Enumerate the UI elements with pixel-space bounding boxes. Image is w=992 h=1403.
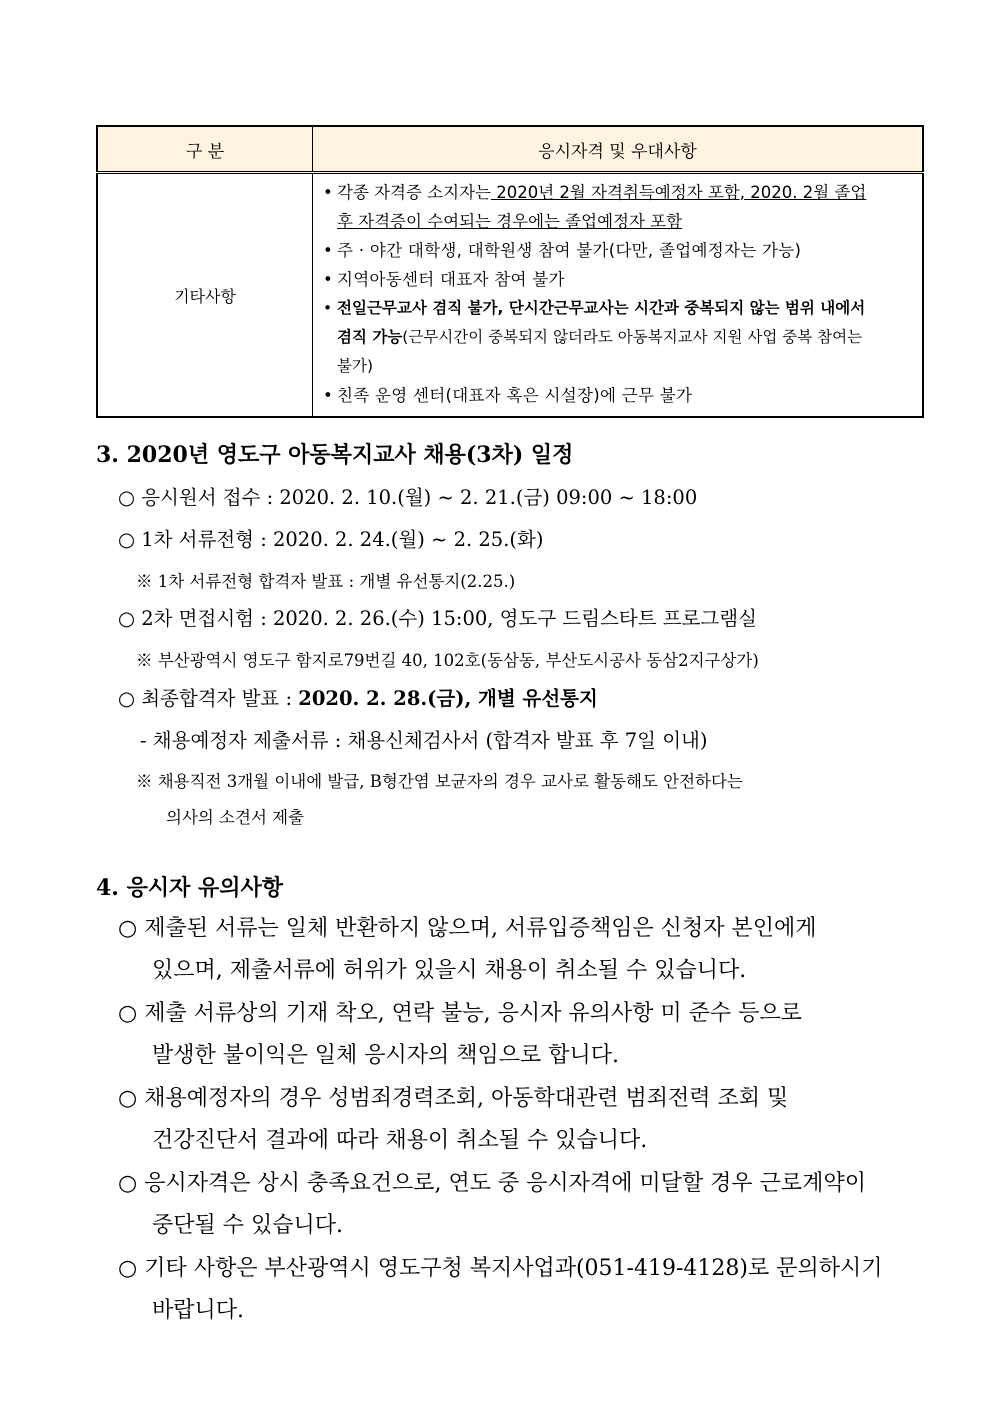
qualification-list <box>319 178 908 410</box>
list-item: • 전일근무교사 겸직 불가, 단시간근무교사는 시간과 중복되지 않는 범위 내에서 겸직 가능(근무시간이 중복되지 않더라도 아동복지교사 지원 사업 중복 참여는 불가) <box>319 294 908 381</box>
required-documents: - 채용예정자 제출서류 : 채용신체검사서 (합격자 발표 후 7일 이내) <box>140 729 708 752</box>
header-qualification: 응시자격 및 우대사항 <box>313 126 924 173</box>
schedule-interview: ○ 2차 면접시험 : 2020. 2. 26.(수) 15:00, 영도구 드림스타트 프로그램실 <box>118 607 757 630</box>
section4-title: 4. 응시자 유의사항 <box>96 875 284 901</box>
note-health-certificate: ※ 채용직전 3개월 이내에 발급, B형간염 보균자의 경우 교사로 활동해도 안전하다는 <box>136 772 743 791</box>
row-category: 기타사항 <box>97 173 313 418</box>
header-category: 구 분 <box>97 126 313 173</box>
qualification-table <box>96 125 924 418</box>
note-health-certificate-cont: 의사의 소견서 제출 <box>166 808 305 827</box>
caution-item: ○ 제출된 서류는 일체 반환하지 않으며, 서류입증책임은 신청자 본인에게 있으며, 제출서류에 허위가 있을시 채용이 취소될 수 있습니다. <box>118 916 817 983</box>
list-item: • 친족 운영 센터(대표자 혹은 시설장)에 근무 불가 <box>319 381 908 410</box>
schedule-document-screening: ○ 1차 서류전형 : 2020. 2. 24.(월) ~ 2. 25.(화) <box>118 528 544 551</box>
note-document-result: ※ 1차 서류전형 합격자 발표 : 개별 유선통지(2.25.) <box>136 572 516 591</box>
row-content <box>313 173 924 418</box>
list-item: • 지역아동센터 대표자 참여 불가 <box>319 265 908 294</box>
caution-item: ○ 제출 서류상의 기재 착오, 연락 불능, 응시자 유의사항 미 준수 등으로 발생한 불이익은 일체 응시자의 책임으로 합니다. <box>118 1001 802 1068</box>
caution-item: ○ 기타 사항은 부산광역시 영도구청 복지사업과(051-419-4128)로 문의하시기 바랍니다. <box>118 1256 883 1323</box>
list-item: • 주 · 야간 대학생, 대학원생 참여 불가(다만, 졸업예정자는 가능) <box>319 236 908 265</box>
list-item: • 각종 자격증 소지자는 2020년 2월 자격취득예정자 포함, 2020. 2월 졸업 후 자격증이 수여되는 경우에는 졸업예정자 포함 <box>319 178 908 236</box>
schedule-application: ○ 응시원서 접수 : 2020. 2. 10.(월) ~ 2. 21.(금) 09:00 ~ 18:00 <box>118 486 698 509</box>
schedule-final-announcement: ○ 최종합격자 발표 : 2020. 2. 28.(금), 개별 유선통지 <box>118 687 598 710</box>
section3-title: 3. 2020년 영도구 아동복지교사 채용(3차) 일정 <box>96 442 574 468</box>
note-interview-address: ※ 부산광역시 영도구 함지로79번길 40, 102호(동삼동, 부산도시공사 동삼2지구상가) <box>136 651 759 670</box>
caution-item: ○ 채용예정자의 경우 성범죄경력조회, 아동학대관련 범죄전력 조회 및 건강진단서 결과에 따라 채용이 취소될 수 있습니다. <box>118 1086 789 1153</box>
caution-item: ○ 응시자격은 상시 충족요건으로, 연도 중 응시자격에 미달할 경우 근로계약이 중단될 수 있습니다. <box>118 1171 866 1238</box>
